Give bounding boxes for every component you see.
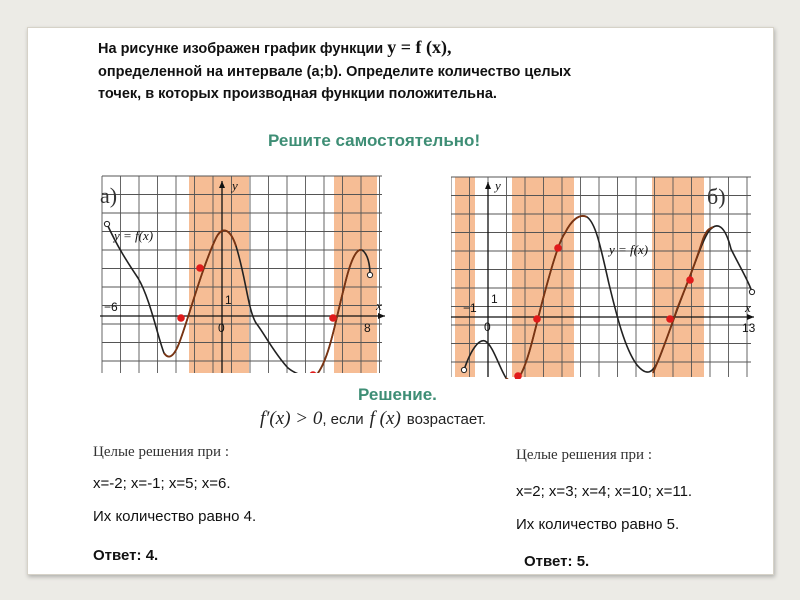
graph-b-x-label: x xyxy=(745,300,751,315)
self-solve-heading: Решите самостоятельно! xyxy=(268,131,481,150)
condition-end: возрастает. xyxy=(406,411,487,428)
graph-a-panel-label: а) xyxy=(100,183,118,208)
right-answer-values: х=2; х=3; х=4; х=10; х=11. xyxy=(516,483,693,500)
graph-b-point-x-4 xyxy=(554,244,562,252)
graph-a-open-endpoint-left xyxy=(104,221,109,226)
left-answer-values: х=-2; х=-1; х=5; х=6. xyxy=(93,475,231,492)
right-answer-final: Ответ: 5. xyxy=(524,553,590,570)
graph-b-panel-label: б) xyxy=(707,184,726,209)
problem-line-2: определенной на интервале (a;b). Определите количество целых xyxy=(98,63,572,80)
graph-b-tick-1: 1 xyxy=(491,292,498,306)
graph-a-point-x-5 xyxy=(329,314,337,322)
gB-band-2 xyxy=(512,177,574,377)
graph-a-tick-1: 1 xyxy=(225,293,232,307)
right-answer-count: Их количество равно 5. xyxy=(516,516,680,533)
condition-formula: f′(x) > 0 xyxy=(260,408,323,429)
function-notation: y = f (x), xyxy=(387,37,452,57)
graph-a-point-x-minus-2 xyxy=(177,314,185,322)
left-answer-final: Ответ: 4. xyxy=(93,547,159,564)
graph-b-point-x-11 xyxy=(686,276,694,284)
condition-function: f (x) xyxy=(369,408,401,429)
graph-b xyxy=(451,149,756,379)
graph-a-x-arrow xyxy=(378,313,385,319)
graph-a-function-label: y = f(x) xyxy=(114,228,154,243)
left-answer-intro: Целые решения при : xyxy=(93,444,230,460)
graph-a-tick-minus-6: −6 xyxy=(104,300,118,314)
gB-band-1 xyxy=(455,177,475,377)
graph-a-y-label: y xyxy=(232,178,238,193)
left-answer-count: Их количество равно 4. xyxy=(93,508,257,525)
graph-a-point-x-minus-1 xyxy=(196,264,204,272)
graph-b-tick-0: 0 xyxy=(484,320,491,334)
graph-a-open-endpoint-right xyxy=(367,272,372,277)
graph-a-tick-0: 0 xyxy=(218,321,225,335)
graph-b-point-x-3 xyxy=(533,315,541,323)
graph-a-x-label: x xyxy=(376,298,382,313)
graph-b-function-label: y = f(x) xyxy=(609,242,649,257)
condition-if: , если xyxy=(322,411,364,428)
graph-b-point-x-10 xyxy=(666,315,674,323)
graph-b-tick-13: 13 xyxy=(742,321,756,335)
solution-heading: Решение. xyxy=(358,385,437,404)
gA-band-1 xyxy=(189,176,249,373)
problem-line-3: точек, в которых производная функции положительна. xyxy=(98,86,497,102)
slide-card xyxy=(27,27,774,575)
problem-statement xyxy=(98,36,698,106)
graph-b-y-label: y xyxy=(495,178,501,193)
graph-b-open-endpoint-left xyxy=(461,367,466,372)
gB-band-3 xyxy=(652,177,704,377)
problem-line-1: На рисунке изображен график функции y = f (x), xyxy=(98,37,452,57)
graph-b-tick-minus-1: −1 xyxy=(463,301,477,315)
graph-a xyxy=(98,148,388,373)
graph-b-open-endpoint-right xyxy=(749,289,754,294)
graph-a-tick-8: 8 xyxy=(364,321,371,335)
right-answer-intro: Целые решения при : xyxy=(516,447,653,463)
solution-condition xyxy=(260,408,486,436)
